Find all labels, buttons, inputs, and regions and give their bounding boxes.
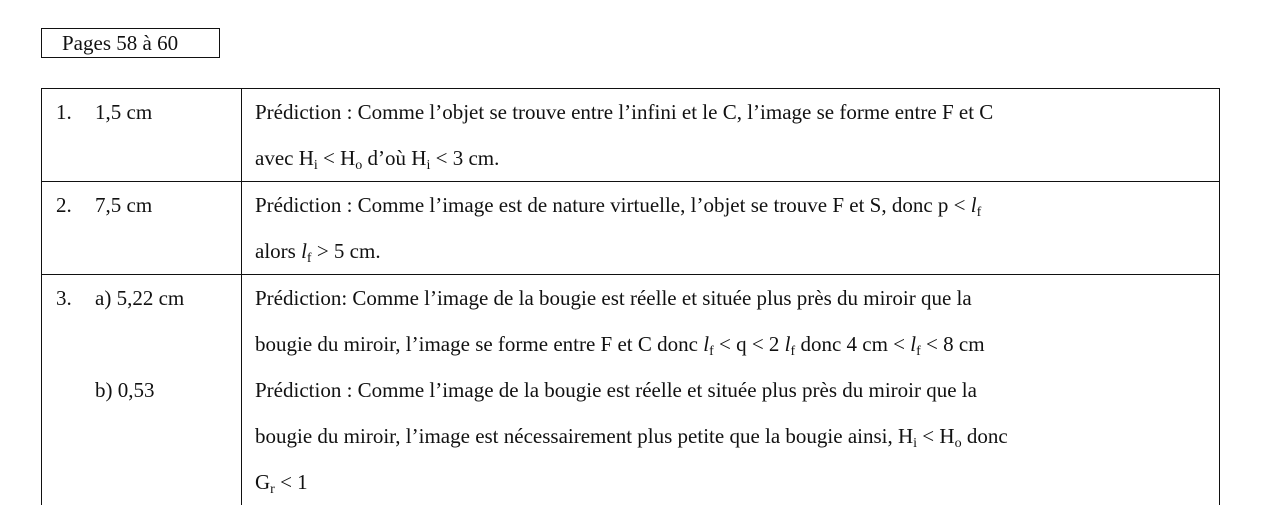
row-number: 3. <box>42 275 95 321</box>
prediction-text: Prédiction: Comme l’image de la bougie est réelle et située plus près du miroir que la <box>255 275 1205 321</box>
prediction-cell <box>242 182 1220 275</box>
prediction-text: Prédiction : Comme l’image est de nature virtuelle, l’objet se trouve F et S, donc $p < l_f$ <box>255 182 1205 228</box>
prediction-text: avec $H_i < H_o$ d’où $H_i < 3$ cm. <box>255 135 1205 181</box>
prediction-text: $G_r < 1$ <box>255 459 1205 505</box>
prediction-cell <box>242 89 1220 182</box>
pages-label: Pages 58 à 60 <box>41 28 220 58</box>
answer-cell <box>42 182 242 275</box>
answer-value: 7,5 cm <box>95 193 152 217</box>
row-number: 1. <box>42 89 95 135</box>
prediction-cell <box>242 275 1220 505</box>
answer-cell <box>42 275 242 505</box>
prediction-text: Prédiction : Comme l’image de la bougie est réelle et située plus près du miroir que la <box>255 367 1205 413</box>
row-number: 2. <box>42 182 95 228</box>
table-row <box>42 182 1220 275</box>
answers-table <box>41 88 1220 505</box>
answer-cell <box>42 89 242 182</box>
prediction-text: alors $l_f > 5$ cm. <box>255 228 1205 274</box>
answer-value: 1,5 cm <box>95 100 152 124</box>
table-row <box>42 89 1220 182</box>
prediction-text: bougie du miroir, l’image se forme entre F et C donc $l_f < q < 2$ $l_f$ donc 4 cm < $l_f < 8$ cm <box>255 321 1205 367</box>
prediction-text: Prédiction : Comme l’objet se trouve entre l’infini et le C, l’image se forme entre F et C <box>255 89 1205 135</box>
prediction-text: bougie du miroir, l’image est nécessairement plus petite que la bougie ainsi, $H_i < H_o$ donc <box>255 413 1205 459</box>
answer-value-b: b) 0,53 <box>42 367 241 413</box>
answer-value-a: a) 5,22 cm <box>95 286 184 310</box>
table-row <box>42 275 1220 505</box>
